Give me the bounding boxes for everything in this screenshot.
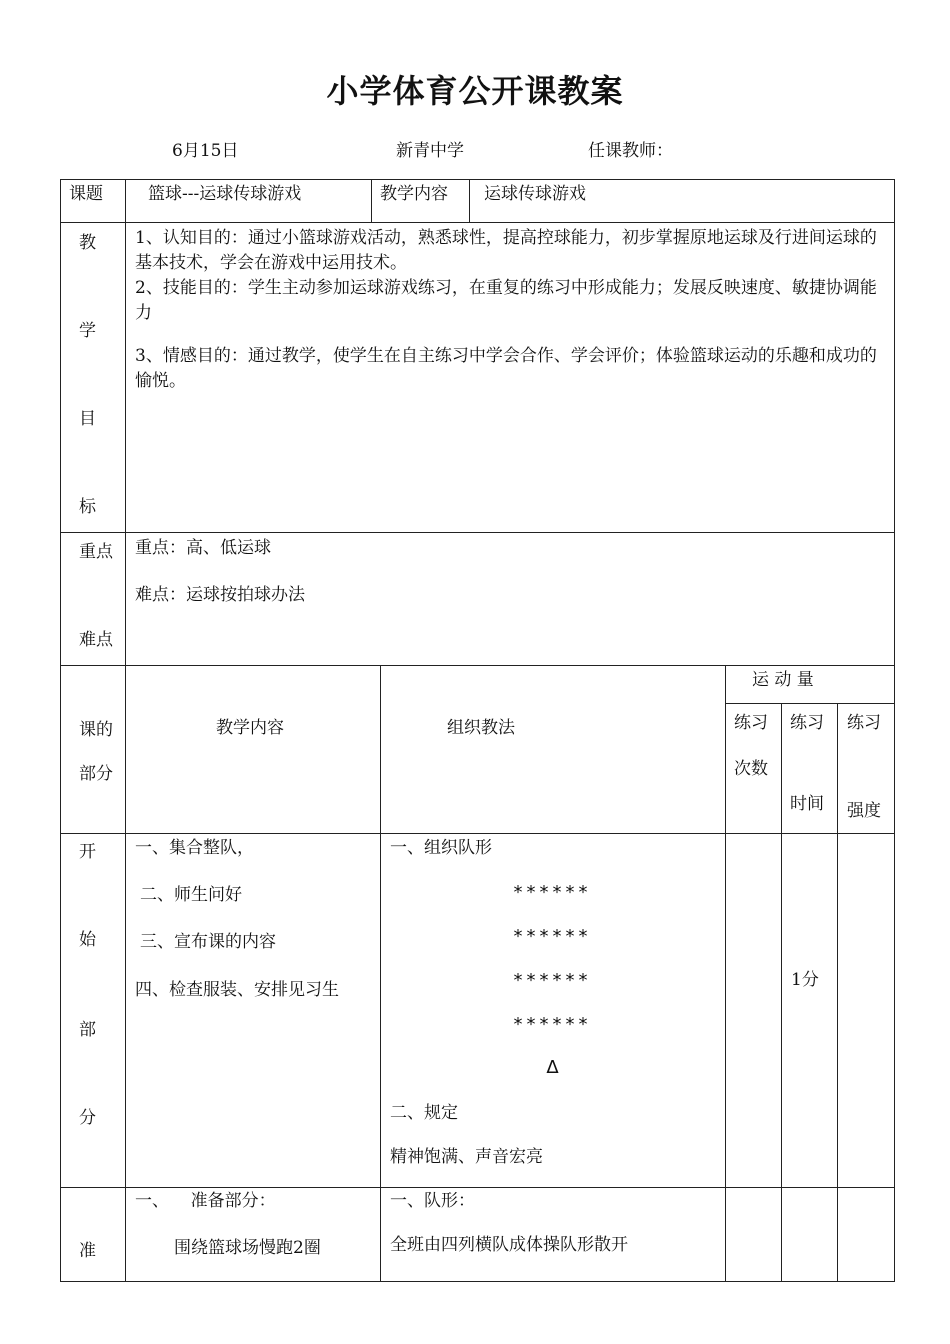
- difficulty-label: 难点: [79, 630, 113, 650]
- start-step: 二、师生问好: [140, 885, 242, 905]
- col-divider: [469, 179, 470, 222]
- start-label-char: 部: [79, 1020, 96, 1040]
- part-header: 部分: [79, 764, 113, 784]
- count-header: 次数: [734, 759, 768, 779]
- time-header: 时间: [790, 794, 824, 814]
- table-border-left: [60, 179, 61, 1281]
- goals-label-char: 目: [79, 409, 96, 429]
- formation-row: ******: [513, 926, 592, 947]
- rule-text: 精神饱满、声音宏亮: [390, 1147, 543, 1167]
- time-header: 练习: [790, 713, 824, 733]
- focus-label: 重点: [79, 542, 113, 562]
- goals-label-char: 教: [79, 233, 96, 253]
- prep-label: 准: [79, 1241, 96, 1261]
- lesson-date: 6月15日: [172, 141, 239, 161]
- topic-value: 篮球---运球传球游戏: [148, 184, 302, 204]
- focus-text: 重点：高、低运球: [135, 538, 271, 558]
- col-divider: [125, 179, 126, 1281]
- formation-row: ******: [513, 1014, 592, 1035]
- intensity-header: 练习: [847, 713, 881, 733]
- content-label: 教学内容: [380, 184, 448, 204]
- col-divider: [725, 665, 726, 1281]
- teacher-position-mark: Δ: [546, 1057, 559, 1078]
- col-divider: [781, 703, 782, 1281]
- goal-affective: 3、情感目的：通过教学，使学生在自主练习中学会合作、学会评价；体验篮球运动的乐趣和成功的愉悦。: [135, 346, 877, 391]
- table-border-top: [60, 179, 895, 180]
- col-divider: [371, 179, 372, 222]
- table-border-right: [894, 179, 895, 1281]
- prep-method-text: 全班由四列横队成体操队形散开: [390, 1235, 628, 1255]
- start-label-char: 开: [79, 842, 96, 862]
- start-time: 1分: [791, 970, 819, 990]
- row-divider: [60, 665, 895, 666]
- start-step: 三、宣布课的内容: [140, 932, 276, 952]
- goal-skill: 2、技能目的：学生主动参加运球游戏练习，在重复的练习中形成能力；发展反映速度、敏捷协调能力: [135, 278, 877, 323]
- intensity-header: 强度: [847, 801, 881, 821]
- formation-row: ******: [513, 882, 592, 903]
- row-divider: [60, 833, 895, 834]
- method-header: 组织教法: [447, 718, 515, 738]
- count-header: 练习: [734, 713, 768, 733]
- part-header: 课的: [79, 720, 113, 740]
- load-header: 运 动 量: [752, 670, 814, 690]
- row-divider: [60, 532, 895, 533]
- document-title: 小学体育公开课教案: [326, 72, 624, 110]
- row-divider: [60, 1187, 895, 1188]
- goals-text: [135, 226, 887, 394]
- content-header: 教学内容: [216, 718, 284, 738]
- start-label-char: 始: [79, 930, 96, 950]
- start-step: 一、集合整队，: [135, 838, 254, 858]
- row-divider: [725, 703, 895, 704]
- formation-row: ******: [513, 970, 592, 991]
- goals-label-char: 学: [79, 321, 96, 341]
- table-border-bottom: [60, 1281, 895, 1282]
- goal-cognitive: 1、认知目的：通过小篮球游戏活动，熟悉球性，提高控球能力，初步掌握原地运球及行进间运球的基本技术，学会在游戏中运用技术。: [135, 228, 877, 273]
- formation-title: 一、组织队形: [390, 838, 492, 858]
- prep-method-title: 一、队形：: [390, 1191, 475, 1211]
- row-divider: [60, 222, 895, 223]
- start-step: 四、检查服装、安排见习生: [135, 980, 339, 1000]
- prep-step: 围绕篮球场慢跑2圈: [174, 1238, 321, 1258]
- school-name: 新青中学: [396, 141, 464, 161]
- content-value: 运球传球游戏: [484, 184, 586, 204]
- prep-title: 一、 准备部分：: [135, 1191, 276, 1211]
- start-label-char: 分: [79, 1108, 96, 1128]
- rule-title: 二、规定: [390, 1103, 458, 1123]
- goals-label-char: 标: [79, 497, 96, 517]
- col-divider: [837, 703, 838, 1281]
- difficulty-text: 难点：运球按拍球办法: [135, 585, 305, 605]
- topic-label: 课题: [69, 184, 103, 204]
- teacher-label: 任课教师：: [588, 141, 673, 161]
